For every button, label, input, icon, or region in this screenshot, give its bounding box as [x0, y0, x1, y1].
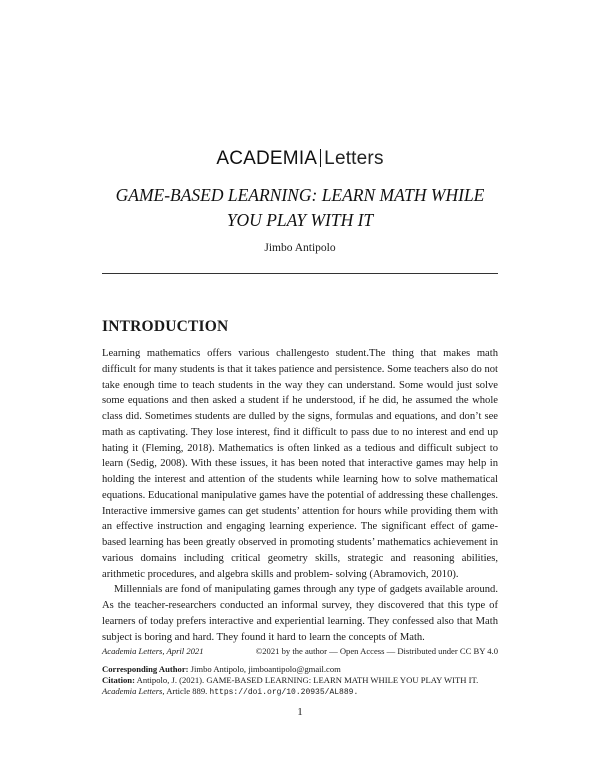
footer-meta	[102, 664, 502, 698]
citation-article: , Article 889.	[162, 686, 208, 696]
paragraph: Millennials are fond of manipulating games through any type of gadgets available around. As the teacher-researchers conducted an informal survey, they discovered that this type of learners of today prefers interactive and experiential learning. They confessed also that Math subject is boring and hard. They found it hard to learn the concepts of Math.	[102, 584, 498, 643]
citation-details	[102, 686, 502, 698]
brand-name: ACADEMIA	[216, 148, 318, 169]
citation	[102, 675, 502, 686]
brand-divider	[320, 149, 321, 167]
title-divider	[102, 273, 498, 274]
brand-sub: Letters	[324, 148, 384, 169]
article-body	[102, 346, 498, 645]
page-number: 1	[297, 706, 303, 718]
section-heading: INTRODUCTION	[102, 318, 229, 335]
citation-value: Antipolo, J. (2021). GAME-BASED LEARNING: LEARN MATH WHILE YOU PLAY WITH IT.	[136, 675, 479, 685]
corresponding-value: Jimbo Antipolo, jimboantipolo@gmail.com	[190, 664, 341, 674]
academia-letters-logo	[0, 148, 600, 170]
citation-label: Citation:	[102, 675, 135, 685]
corresponding-label: Corresponding Author:	[102, 664, 189, 674]
citation-doi-link[interactable]: https://doi.org/10.20935/AL889.	[209, 688, 359, 697]
paragraph: Learning mathematics offers various challengesto student.The thing that makes math difficult for many students is that it takes patience and persistence. Some teachers also do not take enough time to teach students in the way they can understand. Some would just solve some equations and then asked a student if he understood, if he did, he assumed the whole class did. Sometimes students are dulled by the signs, formulas and equations, and don’t see math as captivating. They lose interest, find it difficult to pass due to no interest and end up hating it (Fleming, 2018). Mathematics is often linked as a tedious and difficult subject to learn (Sedig, 2008). With these issues, it has been noted that interactive games may help in holding the interest and attention of the students while learning how to solve mathematical equations. Educational manipulative games have the potential of addressing these challenges. Interactive immersive games can get students’ attention for hours while providing them with an effective instruction and engaging learning experience. The significant effect of game-based learning has been greatly observed in promoting students’ mathematics achievement in various domains including critical geometry skills, strategic and reasoning abilities, arithmetic procedures, and algebra skills and problem- solving (Abramovich, 2010).	[102, 348, 498, 580]
article-title: GAME-BASED LEARNING: LEARN MATH WHILE YOU PLAY WITH IT	[115, 185, 485, 230]
corresponding-author	[102, 664, 502, 675]
article-author: Jimbo Antipolo	[264, 242, 336, 254]
journal-date: Academia Letters, April 2021	[102, 646, 204, 656]
footer-row	[102, 646, 498, 656]
citation-journal: Academia Letters	[102, 686, 163, 696]
license-text: ©2021 by the author — Open Access — Distributed under CC BY 4.0	[255, 646, 498, 656]
